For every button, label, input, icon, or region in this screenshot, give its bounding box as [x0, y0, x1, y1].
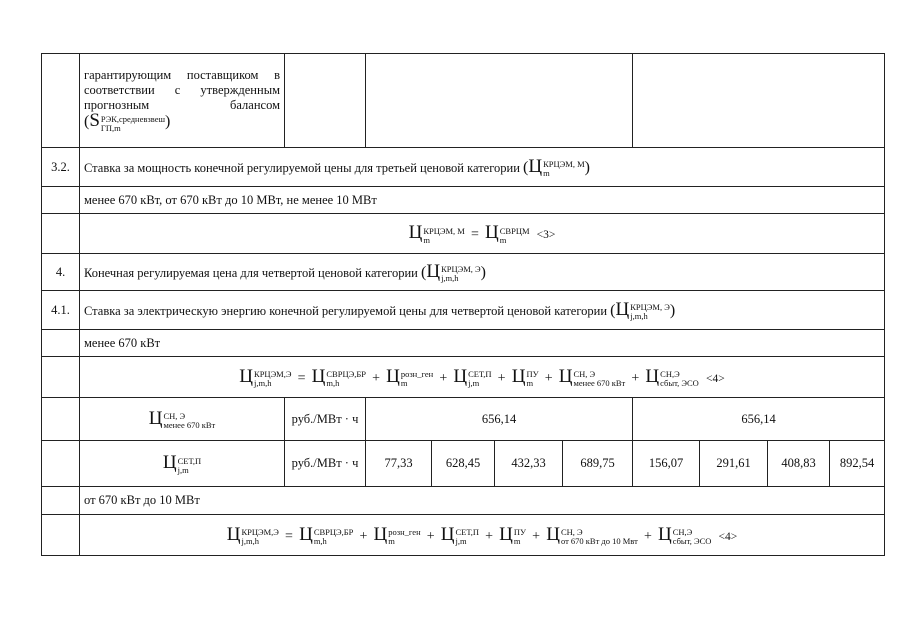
formula-row — [80, 357, 885, 398]
value-cell: 656,14 — [633, 398, 885, 441]
value-cell: 77,33 — [366, 441, 432, 487]
table-row — [42, 357, 885, 398]
formula-tag: <3> — [536, 229, 556, 242]
table-row — [42, 398, 885, 441]
formula-title-32: (Ц КРЦЭМ, М m ) — [523, 155, 590, 179]
intro-text: гарантирующим поставщиком в соответствии с утвержденным прогнозным балансом — [84, 68, 280, 113]
value-cell: 156,07 — [633, 441, 700, 487]
value-cell: 689,75 — [563, 441, 633, 487]
value-cell: 656,14 — [366, 398, 633, 441]
value-cell: 408,83 — [768, 441, 830, 487]
value-cell: 628,45 — [432, 441, 495, 487]
formula-set: Ц СЕТ,П j,m — [162, 452, 202, 475]
section-title: Конечная регулируемая цена для четвертой ценовой категории (Ц КРЦЭМ, Э j,m,h ) — [80, 254, 885, 291]
empty-cell — [633, 54, 885, 148]
formula-3: Ц КРЦЭМ, М m = Ц СВРЦМ m <3> — [408, 222, 556, 245]
formula-title-4: (Ц КРЦЭМ, Э j,m,h ) — [421, 260, 486, 284]
row-number-cell — [42, 441, 80, 487]
formula-row — [80, 214, 885, 254]
row-number: 4. — [42, 254, 80, 291]
table-row — [42, 254, 885, 291]
empty-cell — [366, 54, 633, 148]
table-row — [42, 291, 885, 330]
table-row — [42, 487, 885, 515]
section-title: Ставка за электрическую энергию конечной регулируемой цены для четвертой ценовой категории (Ц КРЦЭМ, Э j,m,h ) — [80, 291, 885, 330]
band-label: менее 670 кВт, от 670 кВт до 10 МВт, не менее 10 МВт — [80, 187, 885, 214]
row-number: 3.2. — [42, 148, 80, 187]
formula-title-41: (Ц КРЦЭМ, Э j,m,h ) — [610, 298, 676, 322]
formula-cell — [80, 441, 285, 487]
row-number-cell — [42, 515, 80, 556]
table-row — [42, 441, 885, 487]
table-row — [42, 515, 885, 556]
table-row — [42, 148, 885, 187]
formula-tag: <4> — [705, 372, 725, 385]
table-row — [42, 187, 885, 214]
band-label: менее 670 кВт — [80, 330, 885, 357]
formula-4a: Ц КРЦЭМ,Э j,m,h = Ц СВРЦЭ,БР m,h + Ц розн_ген m + Ц СЕТ,П j,m + Ц ПУ m + Ц СН, Э менее 670 кВт + Ц СН,Э сбыт, ЭСО <4> — [239, 365, 725, 389]
formula-tag: <4> — [718, 530, 738, 543]
empty-cell — [285, 54, 366, 148]
row-number-cell — [42, 487, 80, 515]
row-number-cell — [42, 330, 80, 357]
band-label: от 670 кВт до 10 МВт — [80, 487, 885, 515]
value-cell: 892,54 — [830, 441, 885, 487]
formula-row — [80, 515, 885, 556]
row-number-cell — [42, 187, 80, 214]
formula-4b: Ц КРЦЭМ,Э j,m,h = Ц СВРЦЭ,БР m,h + Ц розн_ген m + Ц СЕТ,П j,m + Ц ПУ m + Ц СН, Э от 670 кВт до 10 Мвт + Ц СН,Э сбыт, ЭСО <4> — [226, 523, 738, 547]
formula-s-gp: (S РЭК,средневзвеш ГП,m ) — [84, 110, 171, 133]
row-number-cell — [42, 54, 80, 148]
value-cell: 291,61 — [700, 441, 768, 487]
unit-cell: руб./МВт · ч — [285, 441, 366, 487]
row-number-cell — [42, 398, 80, 441]
tariff-table — [41, 53, 885, 556]
table-row — [42, 54, 885, 148]
intro-cell — [80, 54, 285, 148]
value-cell: 432,33 — [495, 441, 563, 487]
formula-sn: Ц СН, Э менее 670 кВт — [148, 407, 216, 431]
table-row — [42, 330, 885, 357]
table-row — [42, 214, 885, 254]
formula-cell — [80, 398, 285, 441]
section-title: Ставка за мощность конечной регулируемой цены для третьей ценовой категории (Ц КРЦЭМ, М m ) — [80, 148, 885, 187]
row-number: 4.1. — [42, 291, 80, 330]
row-number-cell — [42, 357, 80, 398]
unit-cell: руб./МВт · ч — [285, 398, 366, 441]
row-number-cell — [42, 214, 80, 254]
